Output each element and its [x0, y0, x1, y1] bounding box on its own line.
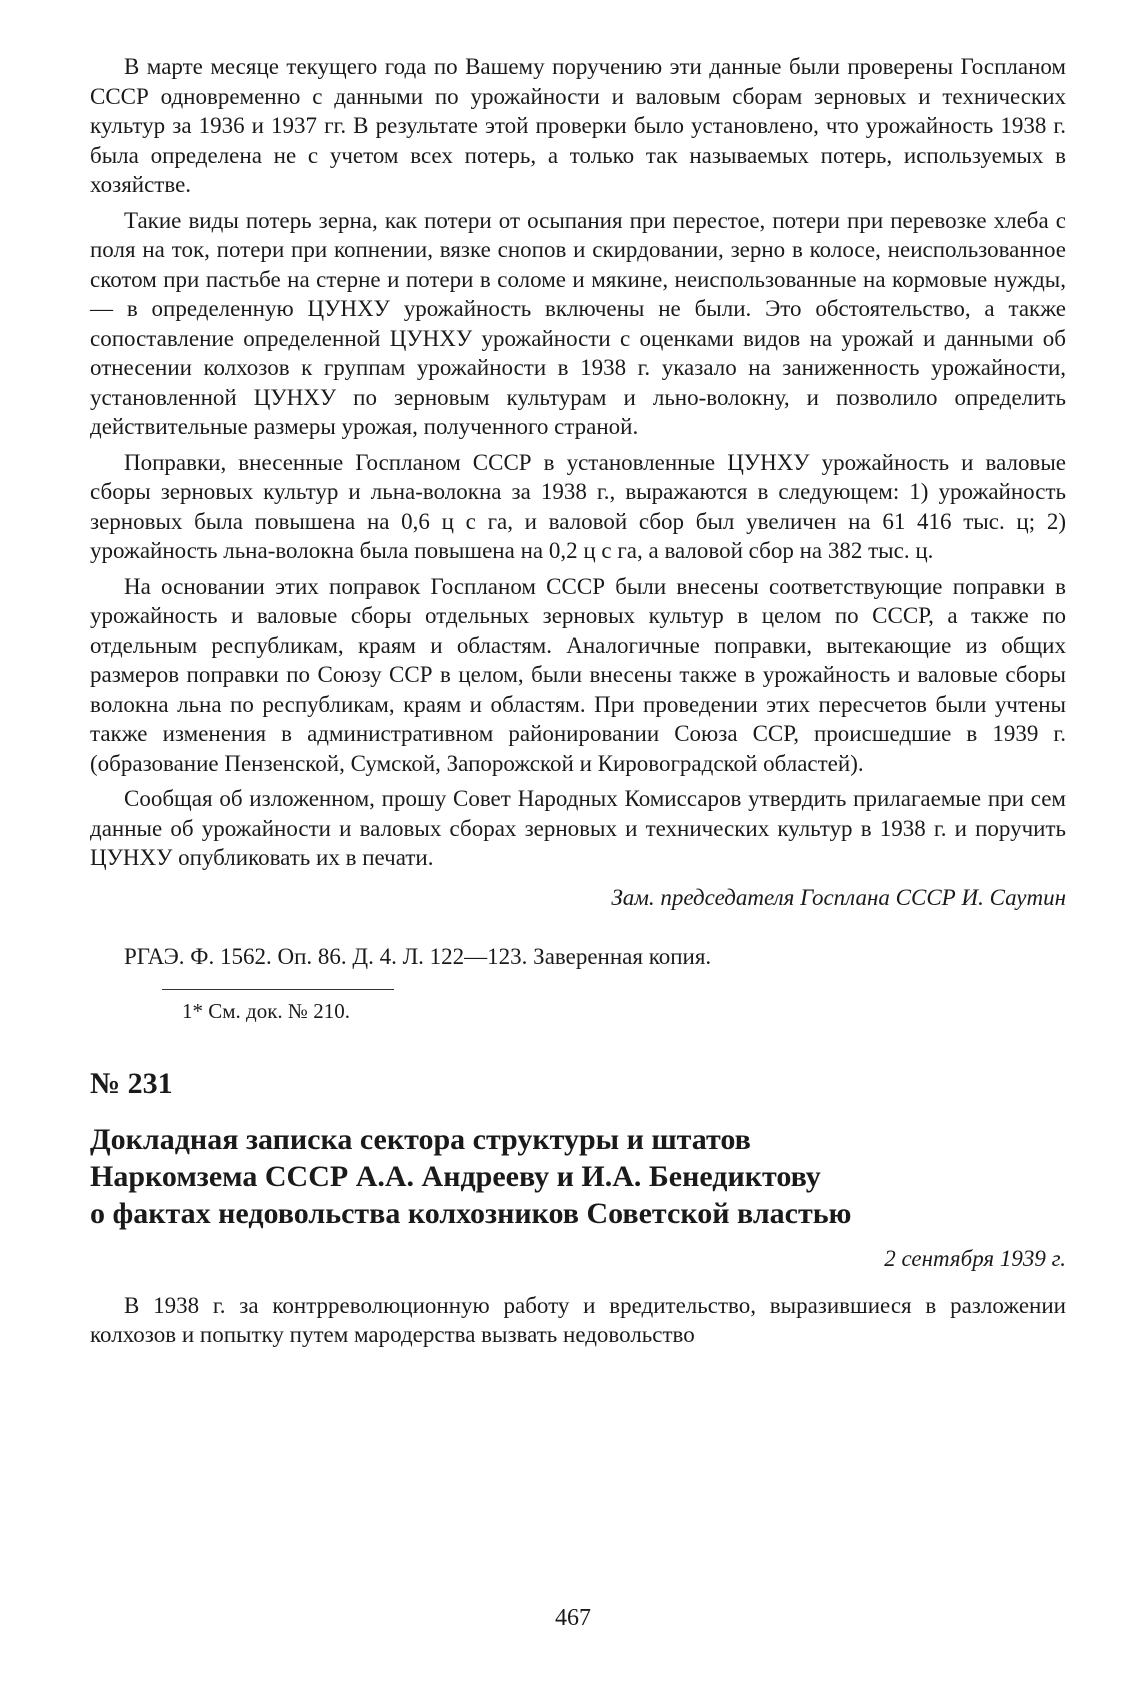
document-title-line-2: Наркомзема СССР А.А. Андрееву и И.А. Бенедиктову	[90, 1159, 821, 1193]
paragraph-5: Сообщая об изложенном, прошу Совет Народных Комиссаров утвердить прилагаемые при сем данные об урожайности и валовых сборах зерновых и технических культур в 1938 г. и поручить ЦУНХУ опубликовать их в печати.	[90, 786, 1066, 870]
footnote-divider	[162, 989, 394, 990]
document-title	[90, 1121, 1066, 1232]
document-title-line-1: Докладная записка сектора структуры и штатов	[90, 1122, 751, 1156]
paragraph-1: В марте месяце текущего года по Вашему поручению эти данные были проверены Госпланом СССР одновременно с данными по урожайности и валовым сборам зерновых и технических культур за 1936 и 1937 гг. В результате этой проверки было установлено, что урожайность 1938 г. была определена не с учетом всех потерь, а только так называемых потерь, используемых в хозяйстве.	[90, 54, 1066, 197]
paragraph-4: На основании этих поправок Госпланом СССР были внесены соответствующие поправки в урожайность и валовые сборы отдельных зерновых культур в целом по СССР, а также по отдельным республикам, краям и областям. Аналогичные поправки, вытекающие из общих размеров поправки по Союзу ССР в целом, были внесены также в урожайность и валовые сборы волокна льна по республикам, краям и областям. При проведении этих пересчетов были учтены также изменения в административном районировании Союза ССР, происшедшие в 1939 г. (образование Пензенской, Сумской, Запорожской и Кировоградской областей).	[90, 573, 1066, 776]
footnote: 1* См. док. № 210.	[182, 998, 350, 1023]
paragraph-3: Поправки, внесенные Госпланом СССР в установленные ЦУНХУ урожайность и валовые сборы зерновых культур и льна-волокна за 1938 г., выражаются в следующем: 1) урожайность зерновых была повышена на 0,6 ц с га, и валовой сбор был увеличен на 61 416 тыс. ц; 2) урожайность льна-волокна была повышена на 0,2 ц с га, а валовой сбор на 382 тыс. ц.	[90, 449, 1066, 563]
page-content	[90, 52, 1066, 1350]
document-body-start: В 1938 г. за контрреволюционную работу и вредительство, выразившиеся в разложении колхозов и попытку путем мародерства вызвать недовольство	[90, 1292, 1066, 1347]
signature: Зам. председателя Госплана СССР И. Саутин	[611, 884, 1066, 910]
archive-reference: РГАЭ. Ф. 1562. Оп. 86. Д. 4. Л. 122—123. Заверенная копия.	[124, 943, 712, 969]
document-title-line-3: о фактах недовольства колхозников Советской властью	[90, 1196, 852, 1230]
page-number: 467	[555, 1605, 591, 1631]
paragraph-2: Такие виды потерь зерна, как потери от осыпания при перестое, потери при перевозке хлеба с поля на ток, потери при копнении, вязке снопов и скирдовании, зерно в колосе, неиспользованное скотом при пастьбе на стерне и потери в соломе и мякине, неиспользованные на кормовые нужды, — в определенную ЦУНХУ урожайность включены не были. Это обстоятельство, а также сопоставление определенной ЦУНХУ урожайности с оценками видов на урожай и данными об отнесении колхозов к группам урожайности в 1938 г. указало на заниженность урожайности, установленной ЦУНХУ по зерновым культурам и льно-волокну, и позволило определить действительные размеры урожая, полученного страной.	[90, 207, 1066, 439]
document-date: 2 сентября 1939 г.	[884, 1245, 1066, 1271]
document-number: № 231	[90, 1066, 173, 1100]
